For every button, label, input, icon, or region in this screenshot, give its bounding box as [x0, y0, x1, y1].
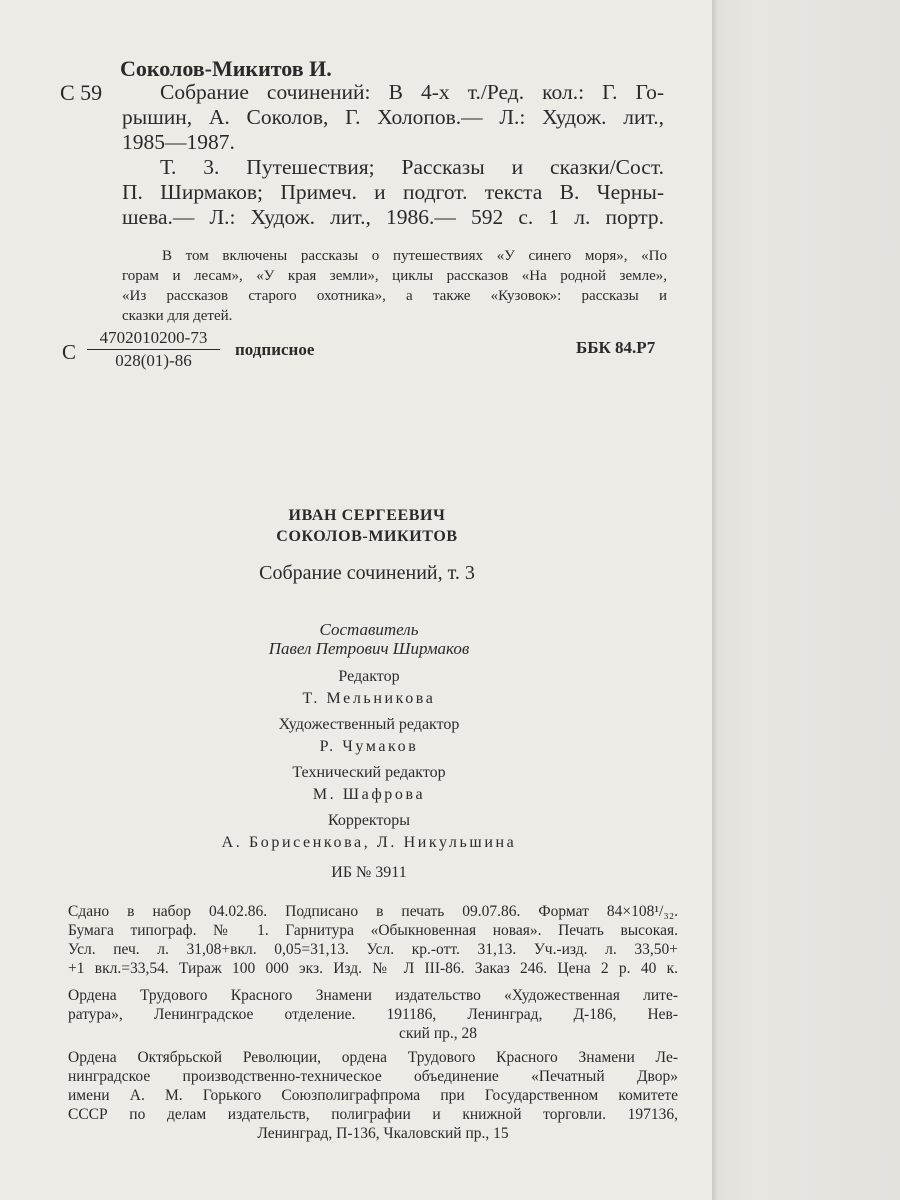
printer-line: Ленинград, П-136, Чкаловский пр., 15 [257, 1125, 509, 1142]
tech-editor-name: М. Шафрова [312, 786, 426, 803]
printer-line: СССР по делам издательств, полиграфии и книжной торговли. 197136, [68, 1106, 678, 1123]
volume-line: Т. 3. Путешествия; Рассказы и сказки/Сост. [160, 155, 664, 179]
book-title: Собрание сочинений, т. 3 [259, 562, 475, 584]
printer-line: Ордена Октябрьской Революции, ордена Трудового Красного Знамени Ле- [68, 1049, 678, 1066]
publisher-line: ратура», Ленинградское отделение. 191186, Ленинград, Д-186, Нев- [68, 1006, 678, 1023]
annotation-line: сказки для детей. [122, 308, 233, 324]
index-fraction [87, 328, 220, 371]
publisher-line: ский пр., 28 [398, 1025, 478, 1042]
art-editor-name: Р. Чумаков [319, 738, 419, 755]
editor-name: Т. Мельникова [302, 690, 436, 707]
entry-line: рышин, А. Соколов, Г. Холопов.— Л.: Худож. лит., [122, 105, 664, 129]
annotation [122, 246, 667, 326]
annotation-line: горам и лесам», «У края земли», циклы рассказов «На родной земле», [122, 268, 667, 284]
editor-label: Редактор [338, 668, 400, 685]
proofreaders-names: А. Борисенкова, Л. Никульшина [221, 834, 517, 851]
volume-line: П. Ширмаков; Примеч. и подгот. текста В. Черны- [122, 180, 664, 204]
bibliographic-entry [122, 80, 664, 155]
annotation-line: В том включены рассказы о путешествиях «У синего моря», «По [162, 248, 667, 264]
production-line: Сдано в набор 04.02.86. Подписано в печать 09.07.86. Формат 84×108¹/₃₂. [68, 903, 678, 920]
volume-line: шева.— Л.: Худож. лит., 1986.— 592 с. 1 л. портр. [122, 205, 664, 229]
author-last-name: СОКОЛОВ-МИКИТОВ [276, 528, 458, 545]
facing-page-edge [712, 0, 900, 1200]
printer-line: имени А. М. Горького Союзполиграфпрома при Государственном комитете [68, 1087, 678, 1104]
art-editor-label: Художественный редактор [278, 716, 460, 733]
printer-info [68, 1048, 678, 1143]
entry-line: 1985—1987. [122, 130, 235, 154]
production-details [68, 902, 678, 978]
entry-line: Собрание сочинений: В 4-х т./Ред. кол.: Г. Го- [160, 80, 664, 104]
production-line: Бумага типограф. № 1. Гарнитура «Обыкновенная новая». Печать высокая. [68, 922, 678, 939]
bbk-code: ББК 84.Р7 [576, 338, 656, 357]
ib-number: ИБ № 3911 [331, 864, 407, 881]
index-denominator: 028(01)-86 [115, 351, 192, 370]
volume-entry [122, 155, 664, 230]
author-cipher: С 59 [60, 80, 103, 105]
compiler-label: Составитель [319, 620, 419, 639]
compiler-name: Павел Петрович Ширмаков [268, 639, 470, 658]
publisher-line: Ордена Трудового Красного Знамени издательство «Художественная лите- [68, 987, 678, 1004]
production-line: +1 вкл.=33,54. Тираж 100 000 экз. Изд. № Л III-86. Заказ 246. Цена 2 р. 40 к. [68, 960, 678, 977]
publisher-info [68, 986, 678, 1043]
printer-line: нинградское производственно-техническое объединение «Печатный Двор» [68, 1068, 678, 1085]
production-line: Усл. печ. л. 31,08+вкл. 0,05=31,13. Усл. кр.-отт. 31,13. Уч.-изд. л. 33,50+ [68, 941, 678, 958]
subscription-label: подписное [235, 340, 315, 359]
proofreaders-label: Корректоры [327, 812, 411, 829]
annotation-line: «Из рассказов старого охотника», а также «Кузовок»: рассказы и [122, 288, 667, 304]
author-heading: Соколов-Микитов И. [120, 56, 332, 81]
index-letter: С [62, 340, 77, 364]
index-numerator: 4702010200-73 [87, 328, 220, 350]
author-first-name: ИВАН СЕРГЕЕВИЧ [288, 507, 446, 524]
tech-editor-label: Технический редактор [292, 764, 446, 781]
